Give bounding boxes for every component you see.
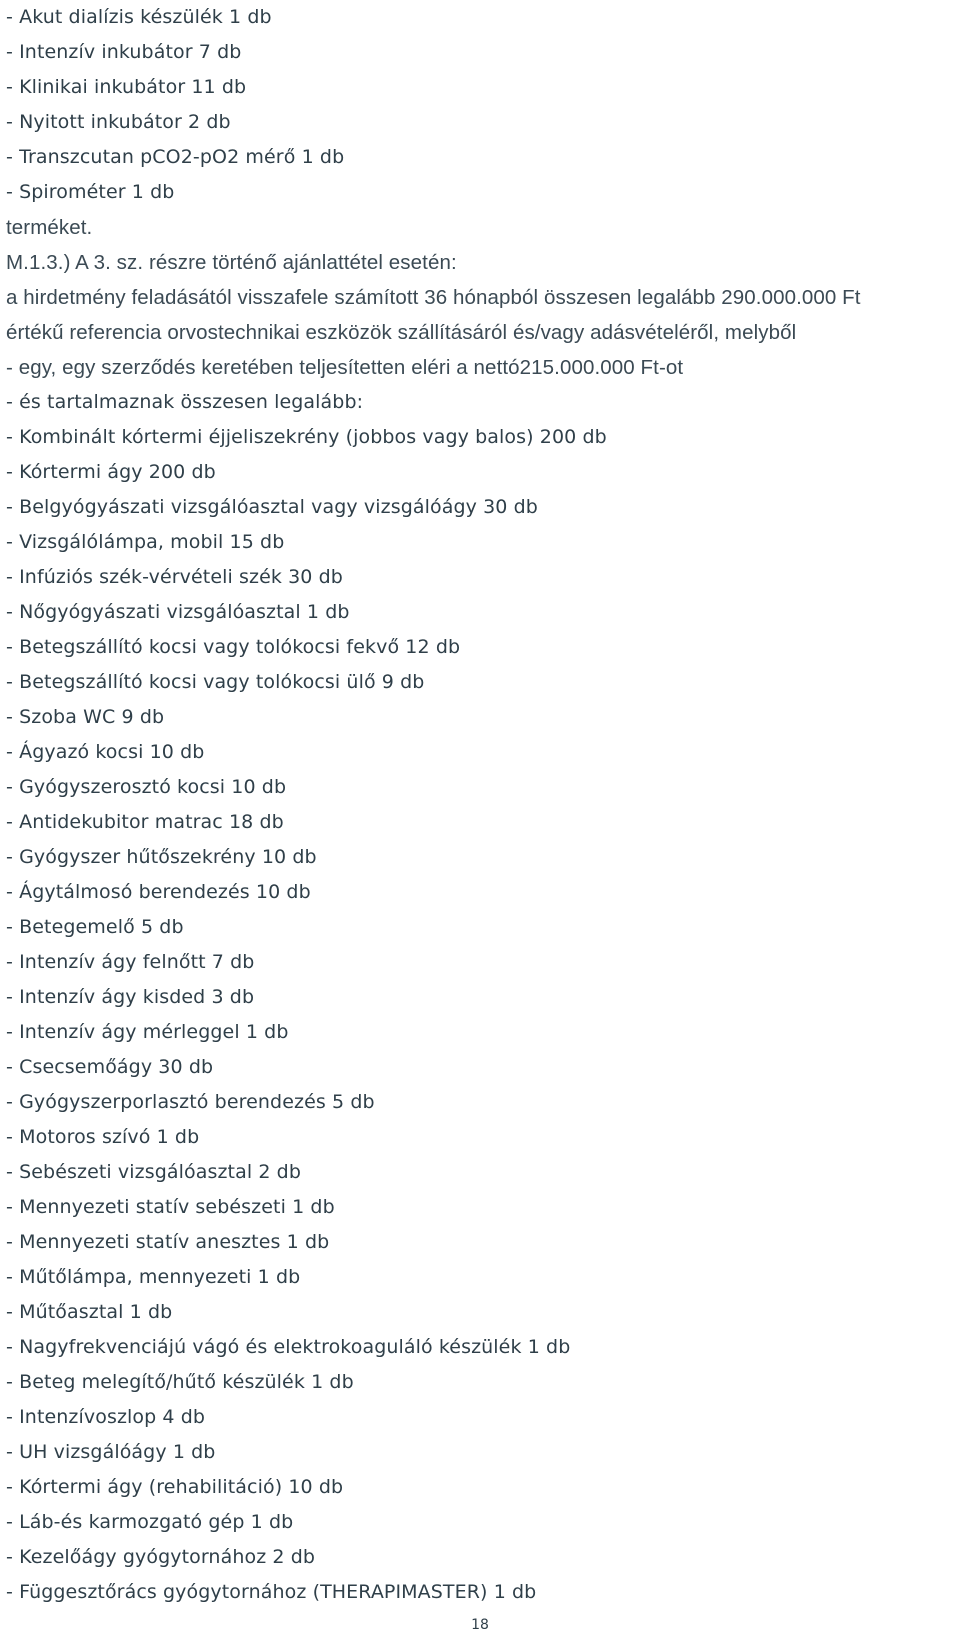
text-line: - Intenzív ágy kisded 3 db bbox=[6, 986, 255, 1008]
text-line: - Infúziós szék-vérvételi szék 30 db bbox=[6, 566, 343, 588]
text-line: - Ágytálmosó berendezés 10 db bbox=[6, 881, 311, 903]
text-line: - Kombinált kórtermi éjjeliszekrény (jobbos vagy balos) 200 db bbox=[6, 426, 607, 448]
text-line: - Szoba WC 9 db bbox=[6, 706, 165, 728]
text-line: - Motoros szívó 1 db bbox=[6, 1126, 200, 1148]
text-line: a hirdetmény feladásától visszafele számított 36 hónapból összesen legalább 290.000.000 Ft bbox=[6, 286, 861, 309]
text-line: - egy, egy szerződés keretében teljesítetten eléri a nettó215.000.000 Ft-ot bbox=[6, 356, 684, 379]
text-line: - Intenzív ágy felnőtt 7 db bbox=[6, 951, 255, 973]
text-line: - Függesztőrács gyógytornához (THERAPIMASTER) 1 db bbox=[6, 1581, 537, 1603]
text-line: - Betegszállító kocsi vagy tolókocsi ülő 9 db bbox=[6, 671, 425, 693]
text-line: - Kórtermi ágy 200 db bbox=[6, 461, 216, 483]
text-line: - Intenzív inkubátor 7 db bbox=[6, 41, 242, 63]
text-line: - Mennyezeti statív anesztes 1 db bbox=[6, 1231, 330, 1253]
text-line: terméket. bbox=[6, 216, 93, 239]
text-line: - Műtőlámpa, mennyezeti 1 db bbox=[6, 1266, 301, 1288]
text-line: értékű referencia orvostechnikai eszközök szállításáról és/vagy adásvételéről, melyből bbox=[6, 321, 797, 344]
text-line: - Ágyazó kocsi 10 db bbox=[6, 741, 205, 763]
text-line: - Beteg melegítő/hűtő készülék 1 db bbox=[6, 1371, 354, 1393]
text-line: - Kezelőágy gyógytornához 2 db bbox=[6, 1546, 316, 1568]
text-line: - Láb-és karmozgató gép 1 db bbox=[6, 1511, 294, 1533]
text-line: - Gyógyszer hűtőszekrény 10 db bbox=[6, 846, 317, 868]
text-line: M.1.3.) A 3. sz. részre történő ajánlattétel esetén: bbox=[6, 251, 457, 274]
document-page bbox=[6, 0, 956, 1610]
document-body bbox=[6, 0, 956, 1610]
text-line: - Klinikai inkubátor 11 db bbox=[6, 76, 247, 98]
text-line: - Spirométer 1 db bbox=[6, 181, 175, 203]
text-line: - és tartalmaznak összesen legalább: bbox=[6, 391, 364, 413]
text-line: - Nőgyógyászati vizsgálóasztal 1 db bbox=[6, 601, 350, 623]
text-line: - Intenzív ágy mérleggel 1 db bbox=[6, 1021, 289, 1043]
text-line: - Gyógyszerosztó kocsi 10 db bbox=[6, 776, 287, 798]
text-line: - Akut dialízis készülék 1 db bbox=[6, 6, 272, 28]
text-line: - Mennyezeti statív sebészeti 1 db bbox=[6, 1196, 335, 1218]
text-line: - Betegemelő 5 db bbox=[6, 916, 184, 938]
text-line: - Betegszállító kocsi vagy tolókocsi fekvő 12 db bbox=[6, 636, 461, 658]
text-line: - Belgyógyászati vizsgálóasztal vagy vizsgálóágy 30 db bbox=[6, 496, 538, 518]
text-line: - Sebészeti vizsgálóasztal 2 db bbox=[6, 1161, 302, 1183]
text-line: - Csecsemőágy 30 db bbox=[6, 1056, 214, 1078]
text-line: - Gyógyszerporlasztó berendezés 5 db bbox=[6, 1091, 375, 1113]
text-line: - Transzcutan pCO2-pO2 mérő 1 db bbox=[6, 146, 345, 168]
text-line: - Antidekubitor matrac 18 db bbox=[6, 811, 284, 833]
text-line: - Nyitott inkubátor 2 db bbox=[6, 111, 231, 133]
text-line: - Műtőasztal 1 db bbox=[6, 1301, 173, 1323]
text-line: - Nagyfrekvenciájú vágó és elektrokoaguláló készülék 1 db bbox=[6, 1336, 571, 1358]
page-number: 18 bbox=[471, 1617, 489, 1633]
text-line: - UH vizsgálóágy 1 db bbox=[6, 1441, 216, 1463]
text-line: - Intenzívoszlop 4 db bbox=[6, 1406, 206, 1428]
text-line: - Kórtermi ágy (rehabilitáció) 10 db bbox=[6, 1476, 344, 1498]
text-line: - Vizsgálólámpa, mobil 15 db bbox=[6, 531, 285, 553]
